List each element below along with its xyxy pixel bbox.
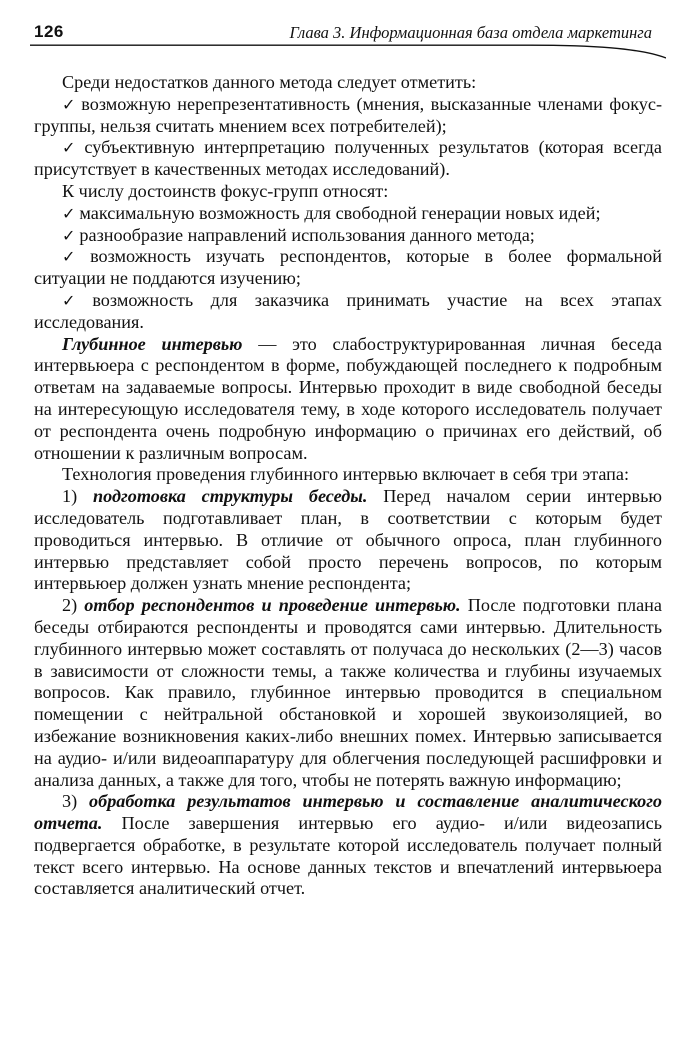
checkmark-icon: ✓ (62, 225, 76, 245)
stage-text: Перед началом серии интервью исследователь подготавливает план, в соответствии с которым будет проводиться интервью. В отличие от обычного опроса, план глубинного интервью представляет собой просто перечень вопросов, по которым интервьюер должен узнать мнение респондента; (34, 486, 662, 594)
term-depth-interview: Глубинное интервью (62, 333, 243, 354)
list-item-advantage (34, 246, 662, 290)
list-item-advantage (34, 290, 662, 334)
definition-text: — это слабоструктурированная личная беседа интервьюера с респондентом в форме, побуждающей последнего к подробным ответам на задаваемые вопросы. Интервью проходит в виде свободной беседы на интересующую исследователя тему, в ходе которого исследователь получает от респондента очень подробную информацию о причинах его действий, об отношении к различным вопросам. (34, 333, 662, 463)
list-item-disadvantage (34, 94, 662, 138)
checkmark-icon: ✓ (62, 203, 76, 223)
checkmark-icon: ✓ (62, 247, 87, 267)
paragraph-technology-intro: Технология проведения глубинного интервью включает в себя три этапа: (62, 464, 630, 485)
stage-number: 2) (62, 595, 85, 616)
stage-title: подготовка структуры беседы. (93, 486, 368, 507)
stage-text: После завершения интервью его аудио- и/или видеозапись подвергается обработке, в результате которой исследователь получает полный текст всего интервью. На основе данных текстов и впечатлений интервьюера составляется аналитический отчет. (34, 813, 662, 899)
checkmark-icon: ✓ (62, 94, 78, 114)
checkmark-icon: ✓ (62, 138, 81, 158)
stage-item-1 (34, 486, 662, 595)
body-text (34, 72, 662, 900)
running-title: Глава 3. Информационная база отдела маркетинга (289, 23, 652, 42)
list-item-text: максимальную возможность для свободной генерации новых идей; (79, 202, 601, 223)
list-item-text: возможную нерепрезентативность (мнения, высказанные членами фокус-группы, нельзя считать мнением всех потребителей); (34, 93, 662, 136)
list-item-disadvantage (34, 137, 662, 181)
paragraph-advantages-intro: К числу достоинств фокус-групп относят: (62, 180, 389, 201)
stage-title: обработка результатов интервью и составление аналитического отчета. (34, 791, 662, 834)
stage-number: 3) (62, 791, 90, 812)
header-rule (30, 44, 666, 60)
stage-item-2 (34, 595, 662, 791)
list-item-text: разнообразие направлений использования данного метода; (79, 224, 535, 245)
stage-text: После подготовки плана беседы отбираются респонденты и проводятся сами интервью. Длительность глубинного интервью может составлять от получаса до нескольких (2—3) часов в зависимости от сложности темы, а также количества и глубины изучаемых вопросов. Как правило, глубинное интервью проводится в специальном помещении с нейтральной обстановкой и хорошей звукоизоляцией, во избежание возникновения каких-либо внешних помех. Интервью записывается на аудио- и/или видеоаппаратуру для облегчения последующей расшифровки и анализа данных, а также для того, чтобы не потерять важную информацию; (34, 595, 662, 790)
paragraph-disadvantages-intro: Среди недостатков данного метода следует отметить: (62, 72, 477, 92)
list-item-advantage (34, 203, 662, 225)
page-number: 126 (34, 22, 64, 41)
stage-item-3 (34, 791, 662, 900)
list-item-text: субъективную интерпретацию полученных результатов (которая всегда присутствует в качественных методах исследований). (34, 137, 663, 180)
stage-number: 1) (62, 486, 94, 507)
list-item-text: возможность для заказчика принимать участие на всех этапах исследования. (34, 289, 663, 332)
checkmark-icon: ✓ (62, 290, 89, 310)
paragraph-depth-interview-definition (34, 334, 662, 465)
list-item-text: возможность изучать респондентов, которые в более формальной ситуации не поддаются изучению; (34, 246, 663, 289)
stage-title: отбор респондентов и проведение интервью. (84, 595, 461, 616)
list-item-advantage (34, 225, 662, 247)
